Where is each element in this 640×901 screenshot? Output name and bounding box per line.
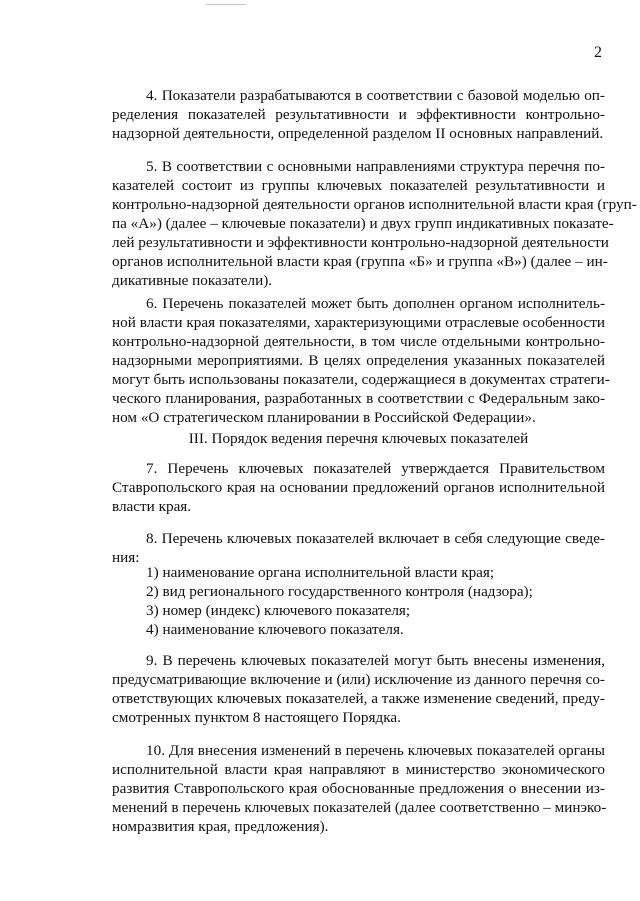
paragraph-line: 6. Перечень показателей может быть дополнен органом исполнитель- [146,295,605,312]
paragraph-line: ной власти края показателями, характеризующими отраслевые особенности [112,314,605,331]
paragraph-line: надзорной деятельности, определенной разделом II основных направлений. [112,125,604,142]
list-item: 4) наименование ключевого показателя. [146,621,404,638]
paragraph-line: исполнительной власти края направляют в министерство экономического [112,761,605,778]
paragraph-line: 4. Показатели разрабатываются в соответствии с базовой моделью оп- [146,87,605,104]
paragraph-line: ответствующих ключевых показателей, а также изменение сведений, преду- [112,690,605,707]
scan-artifact [206,4,246,5]
paragraph-line: менений в перечень ключевых показателей (далее соответственно – минэко- [112,799,607,816]
page-number: 2 [594,44,602,61]
paragraph-line: номразвития края, предложения). [112,818,329,835]
paragraph-line: ределения показателей результативности и эффективности контрольно- [112,106,605,123]
paragraph-line: предусматривающие включение и (или) исключение из данного перечня со- [112,671,605,688]
paragraph-line: 8. Перечень ключевых показателей включает в себя следующие сведе- [146,530,605,547]
paragraph-line: 5. В соответствии с основными направлениями структура перечня по- [146,158,605,175]
paragraph-line: ческого планирования, разработанных в соответствии с Федеральным зако- [112,390,605,407]
list-item: 1) наименование органа исполнительной власти края; [146,564,495,581]
paragraph-line: органов исполнительной власти края (группа «Б» и группа «В») (далее – ин- [112,253,608,270]
paragraph-line: 9. В перечень ключевых показателей могут быть внесены изменения, [146,652,605,669]
paragraph-line: 7. Перечень ключевых показателей утверждается Правительством [146,460,605,477]
paragraph-line: па «А») (далее – ключевые показатели) и двух групп индикативных показате- [112,215,614,232]
paragraph-line: ном «О стратегическом планировании в Российской Федерации». [112,409,536,426]
paragraph-line: дикативные показатели). [112,272,273,289]
paragraph-line: лей результативности и эффективности контрольно-надзорной деятельности [112,234,609,251]
paragraph-line: контрольно-надзорной деятельности, в том числе отдельными контрольно- [112,333,605,350]
paragraph-line: Ставропольского края на основании предложений органов исполнительной [112,479,605,496]
paragraph-line: смотренных пунктом 8 настоящего Порядка. [112,709,401,726]
paragraph-line: казателей состоит из группы ключевых показателей результативности и [112,177,605,194]
paragraph-line: развития Ставропольского края обоснованные предложения о внесении из- [112,780,605,797]
paragraph-line: ния: [112,549,140,566]
paragraph-line: 10. Для внесения изменений в перечень ключевых показателей органы [146,742,605,759]
paragraph-line: надзорными мероприятиями. В целях определения указанных показателей [112,352,605,369]
paragraph-line: власти края. [112,498,192,515]
paragraph-line: контрольно-надзорной деятельности органов исполнительной власти края (груп- [112,196,637,213]
list-item: 3) номер (индекс) ключевого показателя; [146,602,411,619]
section-heading: III. Порядок ведения перечня ключевых показателей [188,430,529,447]
paragraph-line: могут быть использованы показатели, содержащиеся в документах стратеги- [112,371,610,388]
list-item: 2) вид регионального государственного контроля (надзора); [146,583,533,600]
